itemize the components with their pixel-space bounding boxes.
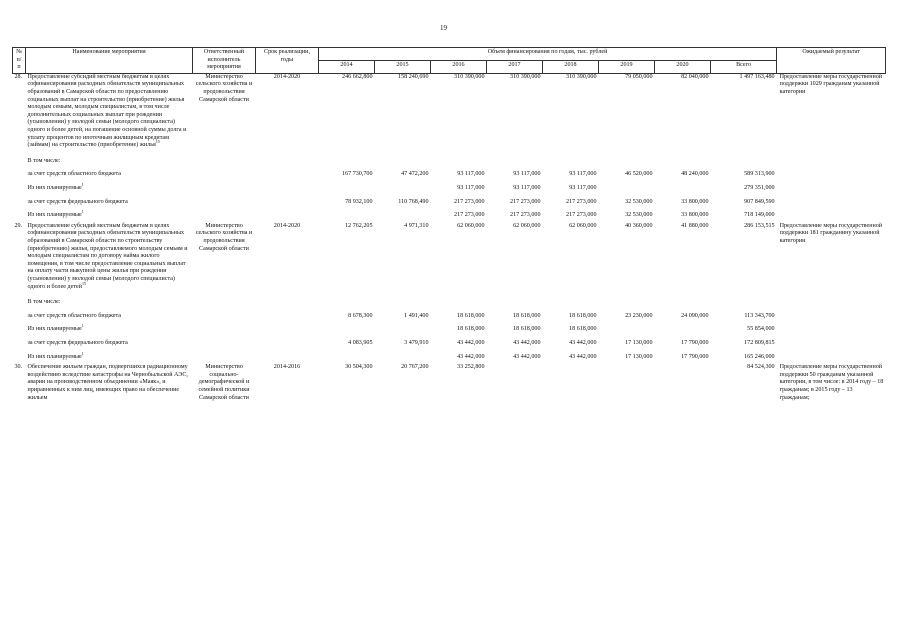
funding-value: 20 767,200 xyxy=(401,364,429,371)
funding-value xyxy=(375,296,431,310)
funding-value xyxy=(319,323,375,337)
funding-value: 286 153,515 xyxy=(744,222,775,229)
funding-value: 1 497 163,480 xyxy=(739,73,775,80)
funding-value: 217 273,000 xyxy=(454,212,485,219)
funding-value xyxy=(375,323,431,337)
funding-value: 165 246,000 xyxy=(744,353,775,360)
table-subrow xyxy=(13,323,886,337)
col-header-year: 2014 xyxy=(319,60,375,73)
row-number: 28. xyxy=(14,73,23,80)
funding-value: 33 252,800 xyxy=(457,364,485,371)
funding-value: 110 768,490 xyxy=(398,198,429,205)
empty-cell xyxy=(13,323,26,337)
funding-value: 93 117,000 xyxy=(457,184,485,191)
funding-value: 217 273,000 xyxy=(510,212,541,219)
implementation-period: 2014-2020 xyxy=(273,73,301,80)
empty-cell xyxy=(777,168,886,182)
program-activities-table xyxy=(12,47,886,407)
funding-value xyxy=(655,364,711,407)
footnote-ref: 1 xyxy=(81,209,84,215)
funding-value xyxy=(487,296,543,310)
funding-value xyxy=(431,296,487,310)
funding-value: 217 273,000 xyxy=(510,198,541,205)
implementation-period: 2014-2020 xyxy=(273,222,301,229)
funding-value: 24 090,000 xyxy=(681,312,709,319)
col-header-funding: Объем финансирования по годам, тыс. рублей xyxy=(319,48,777,61)
funding-source-text: В том числе: xyxy=(27,299,61,306)
funding-value xyxy=(319,182,375,196)
funding-value xyxy=(375,182,431,196)
funding-source-text: Из них планируемые xyxy=(27,212,82,219)
funding-value xyxy=(487,155,543,169)
col-header-total: Всего xyxy=(711,60,777,73)
col-header-year: 2019 xyxy=(599,60,655,73)
col-header-name: Наименование мероприятия xyxy=(26,48,193,74)
empty-cell xyxy=(193,351,256,365)
funding-value: 279 351,000 xyxy=(744,184,775,191)
funding-value: 93 117,000 xyxy=(513,184,541,191)
funding-value: 3 479,910 xyxy=(404,339,429,346)
funding-value: 84 524,300 xyxy=(747,364,775,371)
funding-source-text: за счет средств областного бюджета xyxy=(27,312,121,319)
funding-value: 4 083,905 xyxy=(348,339,373,346)
empty-cell xyxy=(13,182,26,196)
table-subrow xyxy=(13,296,886,310)
funding-value: 62 060,000 xyxy=(569,222,597,229)
funding-value: 93 117,000 xyxy=(457,171,485,178)
funding-value xyxy=(655,296,711,310)
funding-source-text: за счет средств федерального бюджета xyxy=(27,198,128,205)
funding-value: 113 343,700 xyxy=(744,312,775,319)
col-header-result: Ожидаемый результат xyxy=(777,48,886,74)
funding-value xyxy=(655,323,711,337)
funding-value: 158 240,690 xyxy=(398,73,429,80)
table-row xyxy=(13,223,886,296)
funding-value: 43 442,000 xyxy=(513,353,541,360)
funding-value xyxy=(711,296,777,310)
funding-value xyxy=(319,296,375,310)
empty-cell xyxy=(13,310,26,324)
funding-value: 17 790,000 xyxy=(681,339,709,346)
funding-value: 18 618,000 xyxy=(513,326,541,333)
funding-value xyxy=(319,209,375,223)
funding-source-label xyxy=(26,351,193,365)
empty-cell xyxy=(193,209,256,223)
responsible-executor: Министерство сельского хозяйства и продовольствия Самарской области xyxy=(195,73,253,103)
col-header-period: Срок реализации, годы xyxy=(256,48,319,74)
table-subrow xyxy=(13,155,886,169)
funding-source-text: за счет средств областного бюджета xyxy=(27,171,121,178)
table-subrow xyxy=(13,351,886,365)
funding-value xyxy=(375,155,431,169)
funding-value: 310 390,000 xyxy=(454,73,485,80)
funding-value: 1 491,400 xyxy=(404,312,429,319)
funding-value xyxy=(375,351,431,365)
funding-value: 82 040,000 xyxy=(681,73,709,80)
funding-value: 718 149,000 xyxy=(744,212,775,219)
funding-value: 41 880,000 xyxy=(681,222,709,229)
funding-value: 62 060,000 xyxy=(513,222,541,229)
responsible-executor: Министерство сельского хозяйства и продовольствия Самарской области xyxy=(195,222,253,252)
row-number: 29. xyxy=(14,222,23,229)
empty-cell xyxy=(777,323,886,337)
empty-cell xyxy=(777,182,886,196)
empty-cell xyxy=(256,209,319,223)
funding-source-label xyxy=(26,337,193,351)
empty-cell xyxy=(256,323,319,337)
funding-source-label xyxy=(26,209,193,223)
funding-value: 17 790,000 xyxy=(681,353,709,360)
activity-name-text: Обеспечение жильем граждан, подвергшихся радиационному воздействию вследствие катастрофы на Чернобыльской АЭС, аварии на производственном объединении «Маяк», и приравненных к ним лиц, имеющих право на обеспечение жильем xyxy=(27,364,188,401)
funding-value: 32 530,000 xyxy=(625,212,653,219)
funding-value xyxy=(599,296,655,310)
table-subrow xyxy=(13,168,886,182)
empty-cell xyxy=(193,296,256,310)
funding-value: 8 678,300 xyxy=(348,312,373,319)
col-header-num: № п/п xyxy=(13,48,26,74)
funding-value: 46 520,000 xyxy=(625,171,653,178)
funding-value: 78 932,100 xyxy=(345,198,373,205)
funding-value: 907 849,590 xyxy=(744,198,775,205)
funding-value: 55 854,000 xyxy=(747,326,775,333)
table-subrow xyxy=(13,337,886,351)
funding-value: 33 800,000 xyxy=(681,212,709,219)
activity-name-text: Предоставление субсидий местным бюджетам в целях софинансирования расходных обязательств муниципальных образований в Самарской области по предоставлению социальных выплат на строительство (приобретение) жилья молодым семьям, молодым специалистам, в том числе дополнительных социальных выплат при рождении (усыновлении) у молодой семьи (молодого специалиста) одного и более детей, на погашение основной суммы долга и уплату процентов по ипотечным жилищным кредитам (займам) на строительство (приобретение) жилья xyxy=(27,73,187,149)
empty-cell xyxy=(777,310,886,324)
empty-cell xyxy=(193,337,256,351)
empty-cell xyxy=(256,182,319,196)
funding-value: 93 117,000 xyxy=(569,184,597,191)
funding-value xyxy=(543,364,599,407)
funding-value: 43 442,000 xyxy=(457,353,485,360)
funding-value xyxy=(655,182,711,196)
funding-value xyxy=(655,155,711,169)
implementation-period: 2014-2016 xyxy=(273,364,301,371)
funding-value: 18 618,000 xyxy=(457,312,485,319)
table-body xyxy=(13,73,886,407)
empty-cell xyxy=(193,168,256,182)
funding-value: 23 230,000 xyxy=(625,312,653,319)
funding-value: 30 504,300 xyxy=(345,364,373,371)
funding-value: 18 618,000 xyxy=(457,326,485,333)
funding-value xyxy=(319,351,375,365)
empty-cell xyxy=(193,182,256,196)
empty-cell xyxy=(13,337,26,351)
funding-value: 79 050,000 xyxy=(625,73,653,80)
funding-value: 33 800,000 xyxy=(681,198,709,205)
funding-value: 40 360,000 xyxy=(625,222,653,229)
row-number: 30. xyxy=(14,364,23,371)
table-subrow xyxy=(13,209,886,223)
empty-cell xyxy=(256,310,319,324)
page-number: 19 xyxy=(440,24,447,32)
empty-cell xyxy=(13,351,26,365)
funding-source-label xyxy=(26,323,193,337)
activity-name xyxy=(26,223,193,296)
empty-cell xyxy=(193,196,256,210)
col-header-year: 2020 xyxy=(655,60,711,73)
funding-value: 12 762,205 xyxy=(345,222,373,229)
funding-value: 32 530,000 xyxy=(625,198,653,205)
table-subrow xyxy=(13,310,886,324)
funding-value: 18 618,000 xyxy=(569,312,597,319)
funding-value: 62 060,000 xyxy=(457,222,485,229)
col-header-responsible: Ответственный исполнитель мероприятия xyxy=(193,48,256,74)
empty-cell xyxy=(256,168,319,182)
footnote-ref: 15 xyxy=(81,280,86,286)
funding-value: 172 809,815 xyxy=(744,339,775,346)
empty-cell xyxy=(777,155,886,169)
expected-result: Предоставление меры государственной поддержки 50 гражданам указанной категории, в том числе: в 2014 году – 18 гражданам; в 2015 году – 13 гражданам; xyxy=(779,364,884,401)
funding-source-text: Из них планируемые xyxy=(27,353,82,360)
empty-cell xyxy=(13,196,26,210)
empty-cell xyxy=(256,196,319,210)
col-header-year: 2015 xyxy=(375,60,431,73)
empty-cell xyxy=(256,155,319,169)
col-header-year: 2016 xyxy=(431,60,487,73)
expected-result: Предоставление меры государственной поддержки 181 гражданину указанной категории xyxy=(779,222,883,244)
empty-cell xyxy=(193,310,256,324)
col-header-year: 2017 xyxy=(487,60,543,73)
empty-cell xyxy=(13,155,26,169)
funding-value: 18 618,000 xyxy=(513,312,541,319)
funding-value: 18 618,000 xyxy=(569,326,597,333)
empty-cell xyxy=(13,168,26,182)
funding-value: 589 313,900 xyxy=(744,171,775,178)
funding-value xyxy=(543,296,599,310)
footnote-ref: 1 xyxy=(81,323,84,329)
funding-value: 48 240,000 xyxy=(681,171,709,178)
funding-value xyxy=(487,364,543,407)
activity-name xyxy=(26,364,193,407)
funding-value: 246 662,800 xyxy=(342,73,373,80)
activity-name-text: Предоставление субсидий местным бюджетам в целях софинансирования расходных обязательств муниципальных образований в Самарской области по строительству (приобретению) жилья, предоставляемого молодым семьям и молодым специалистам по договору найма жилого помещения, в том числе предоставление социальных выплат на оплату части выкупной цены жилья при рождении (усыновлении) у молодой семьи (молодого специалиста) одного и более детей xyxy=(27,222,188,290)
funding-value xyxy=(599,182,655,196)
funding-value: 4 971,310 xyxy=(404,222,429,229)
funding-value: 17 130,000 xyxy=(625,353,653,360)
table-subrow xyxy=(13,182,886,196)
funding-value: 43 442,000 xyxy=(569,353,597,360)
activity-name xyxy=(26,73,193,154)
funding-source-label xyxy=(26,196,193,210)
funding-source-text: Из них планируемые xyxy=(27,184,82,191)
empty-cell xyxy=(256,351,319,365)
funding-value: 217 273,000 xyxy=(454,198,485,205)
funding-value xyxy=(599,155,655,169)
empty-cell xyxy=(256,296,319,310)
responsible-executor: Министерство социально-демографической и семейной политики Самарской области xyxy=(198,364,250,401)
empty-cell xyxy=(256,337,319,351)
funding-value xyxy=(319,155,375,169)
table-subrow xyxy=(13,196,886,210)
funding-value: 217 273,000 xyxy=(566,198,597,205)
empty-cell xyxy=(13,209,26,223)
funding-value: 310 390,000 xyxy=(510,73,541,80)
empty-cell xyxy=(777,351,886,365)
funding-source-text: за счет средств федерального бюджета xyxy=(27,339,128,346)
empty-cell xyxy=(777,196,886,210)
expected-result: Предоставление меры государственной поддержки 1029 гражданам указанной категории xyxy=(779,73,883,95)
footnote-ref: 1 xyxy=(81,181,84,187)
funding-value: 217 273,000 xyxy=(566,212,597,219)
funding-source-label xyxy=(26,182,193,196)
funding-value: 93 117,000 xyxy=(569,171,597,178)
funding-value: 93 117,000 xyxy=(513,171,541,178)
funding-value: 17 130,000 xyxy=(625,339,653,346)
funding-value: 167 730,700 xyxy=(342,171,373,178)
funding-source-label xyxy=(26,155,193,169)
funding-value: 310 390,000 xyxy=(566,73,597,80)
empty-cell xyxy=(193,323,256,337)
funding-value: 47 472,200 xyxy=(401,171,429,178)
funding-value: 43 442,000 xyxy=(513,339,541,346)
col-header-year: 2018 xyxy=(543,60,599,73)
funding-value xyxy=(599,323,655,337)
empty-cell xyxy=(777,209,886,223)
funding-source-label xyxy=(26,168,193,182)
footnote-ref: 1 xyxy=(81,350,84,356)
funding-value xyxy=(375,209,431,223)
table-row xyxy=(13,73,886,154)
funding-value: 43 442,000 xyxy=(569,339,597,346)
funding-value xyxy=(599,364,655,407)
empty-cell xyxy=(777,337,886,351)
funding-source-label xyxy=(26,310,193,324)
funding-value xyxy=(431,155,487,169)
funding-source-label xyxy=(26,296,193,310)
empty-cell xyxy=(13,296,26,310)
empty-cell xyxy=(777,296,886,310)
funding-source-text: В том числе: xyxy=(27,157,61,164)
funding-source-text: Из них планируемые xyxy=(27,326,82,333)
funding-value xyxy=(711,155,777,169)
table-row xyxy=(13,364,886,407)
empty-cell xyxy=(193,155,256,169)
footnote-ref: 15 xyxy=(155,139,160,145)
funding-value xyxy=(543,155,599,169)
funding-value: 43 442,000 xyxy=(457,339,485,346)
